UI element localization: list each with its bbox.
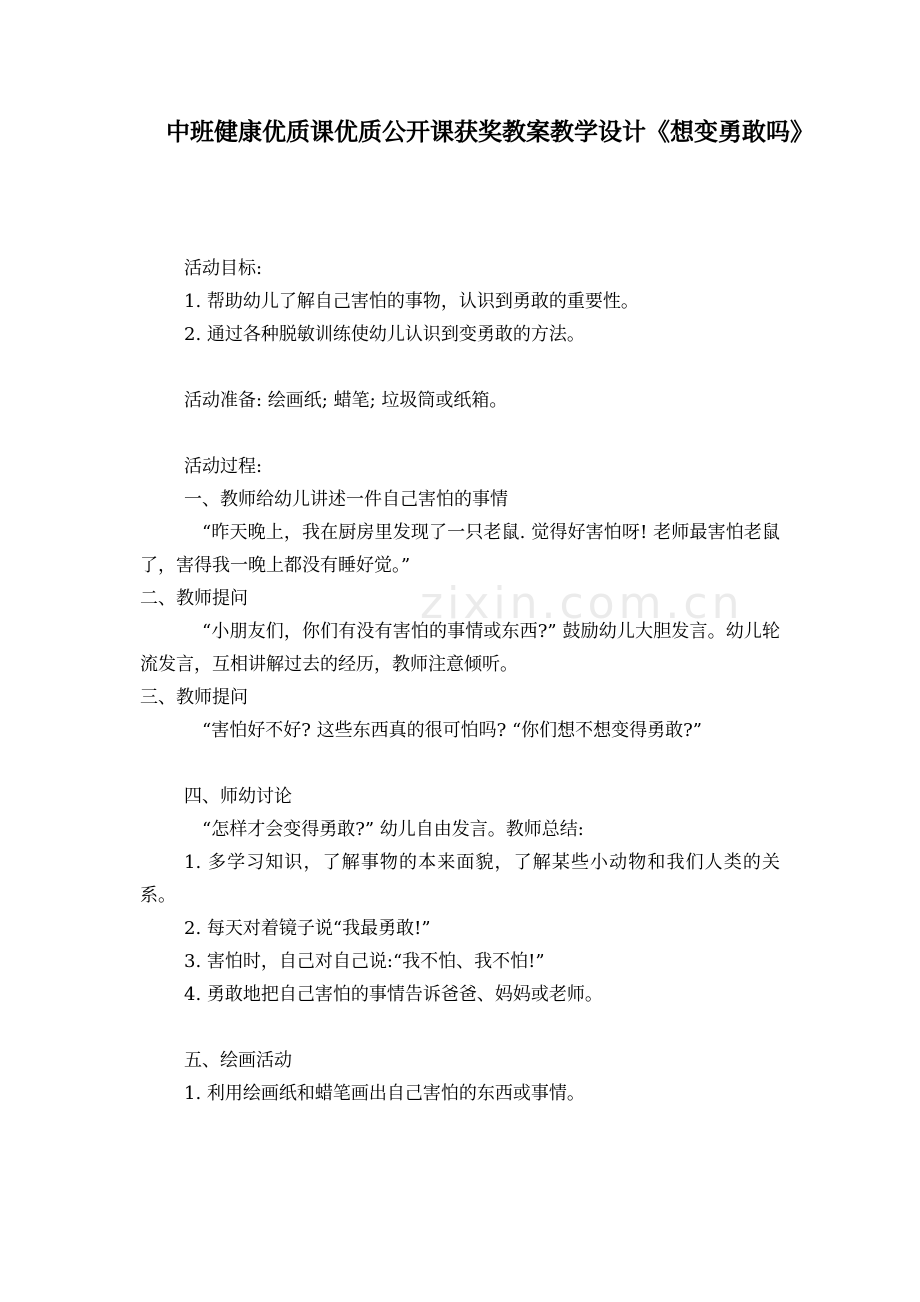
- goals-heading: 活动目标:: [184, 258, 263, 279]
- step-1-text: “昨天晚上，我在厨房里发现了一只老鼠. 觉得好害怕呀! 老师最害怕老鼠了，害得我一晚上都没有睡好觉。”: [140, 522, 780, 576]
- watermark: zixin.com.cn: [420, 578, 744, 629]
- spacer: [140, 417, 780, 450]
- process-heading: 活动过程:: [184, 456, 263, 477]
- preparation-text: 活动准备: 绘画纸; 蜡笔; 垃圾筒或纸箱。: [184, 390, 508, 411]
- spacer: [140, 1011, 780, 1044]
- step-5-item-1: 1. 利用绘画纸和蜡笔画出自己害怕的东西或事情。: [184, 1083, 585, 1104]
- step-3-heading: 三、教师提问: [140, 687, 248, 708]
- step-1-heading: 一、教师给幼儿讲述一件自己害怕的事情: [184, 489, 508, 510]
- step-4-item-1: 1. 多学习知识，了解事物的本来面貌，了解某些小动物和我们人类的关系。: [140, 852, 780, 906]
- step-4-item-4: 4. 勇敢地把自己害怕的事情告诉爸爸、妈妈或老师。: [184, 984, 603, 1005]
- step-4-item-3: 3. 害怕时，自己对自己说:“我不怕、我不怕!”: [184, 951, 545, 972]
- goal-item-1: 1. 帮助幼儿了解自己害怕的事物，认识到勇敢的重要性。: [184, 291, 639, 312]
- step-2-heading: 二、教师提问: [140, 588, 248, 609]
- spacer: [140, 747, 780, 780]
- goal-item-2: 2. 通过各种脱敏训练使幼儿认识到变勇敢的方法。: [184, 324, 585, 345]
- step-2-text: “小朋友们，你们有没有害怕的事情或东西?” 鼓励幼儿大胆发言。幼儿轮流发言，互相讲解过去的经历，教师注意倾听。: [140, 621, 780, 675]
- document-title: 中班健康优质课优质公开课获奖教案教学设计《想变勇敢吗》: [166, 118, 814, 146]
- step-5-heading: 五、绘画活动: [184, 1050, 292, 1071]
- document-body: [140, 252, 780, 1110]
- step-4-heading: 四、师幼讨论: [184, 786, 292, 807]
- step-3-text: “害怕好不好? 这些东西真的很可怕吗? “你们想不想变得勇敢?”: [202, 720, 702, 741]
- spacer: [140, 351, 780, 384]
- step-4-item-2: 2. 每天对着镜子说“我最勇敢!”: [184, 918, 431, 939]
- step-4-intro: “怎样才会变得勇敢?” 幼儿自由发言。教师总结:: [202, 819, 584, 840]
